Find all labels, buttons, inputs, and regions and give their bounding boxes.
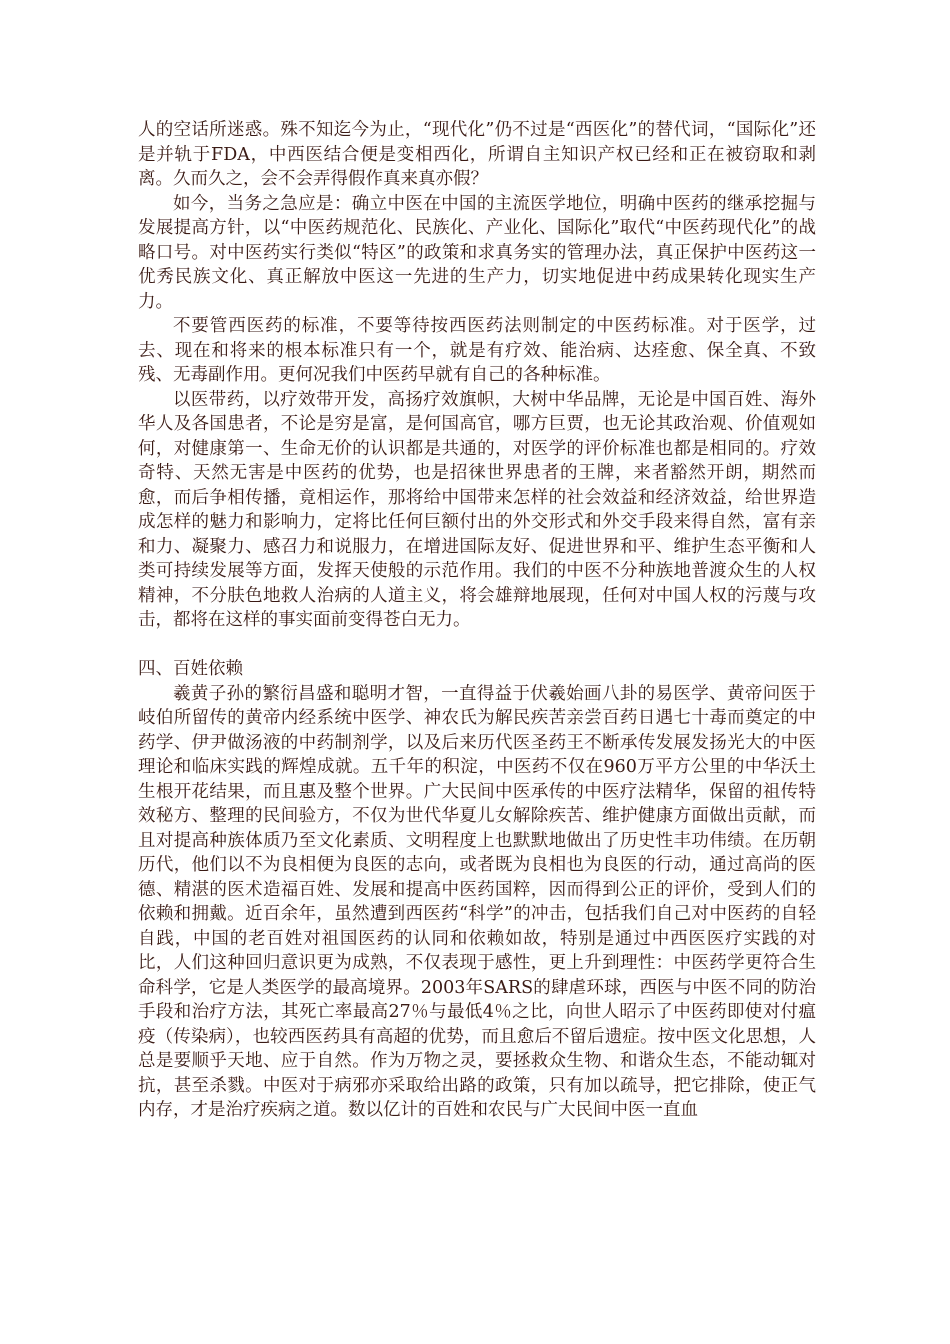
paragraph: 如今，当务之急应是：确立中医在中国的主流医学地位，明确中医药的继承挖掘与发展提高方针，以“中医药规范化、民族化、产业化、国际化”取代“中医药现代化”的战略口号。对中医药实行类似“特区”的政策和求真务实的管理办法，真正保护中医药这一优秀民族文化、真正解放中医这一先进的生产力，切实地促进中药成果转化现实生产力。 [138, 193, 816, 312]
paragraph-continued: 人的空话所迷惑。殊不知迄今为止，“现代化”仍不过是“西医化”的替代词，“国际化”还是并轨于FDA，中西医结合便是变相西化，所谓自主知识产权已经和正在被窃取和剥离。久而久之，会不会弄得假作真来真亦假？ [138, 120, 816, 189]
paragraph: 不要管西医药的标准，不要等待按西医药法则制定的中医药标准。对于医学，过去、现在和将来的根本标准只有一个，就是有疗效、能治病、达痊愈、保全真、不致残、无毒副作用。更何况我们中医药早就有自己的各种标准。 [138, 316, 816, 385]
document-body [138, 118, 816, 1123]
paragraph: 以医带药，以疗效带开发，高扬疗效旗帜，大树中华品牌，无论是中国百姓、海外华人及各国患者，不论是穷是富，是何国高官，哪方巨贾，也无论其政治观、价值观如何，对健康第一、生命无价的认识都是共通的，对医学的评价标准也都是相同的。疗效奇特、天然无害是中医药的优势，也是招徕世界患者的王牌，来者豁然开朗，期然而愈，而后争相传播，竟相运作，那将给中国带来怎样的社会效益和经济效益，给世界造成怎样的魅力和影响力，定将比任何巨额付出的外交形式和外交手段来得自然，富有亲和力、凝聚力、感召力和说服力，在增进国际友好、促进世界和平、维护生态平衡和人类可持续发展等方面，发挥天使般的示范作用。我们的中医不分种族地普渡众生的人权精神，不分肤色地救人治病的人道主义，将会雄辩地展现，任何对中国人权的污蔑与攻击，都将在这样的事实面前变得苍白无力。 [138, 389, 816, 630]
paragraph: 羲黄子孙的繁衍昌盛和聪明才智，一直得益于伏羲始画八卦的易医学、黄帝问医于岐伯所留传的黄帝内经系统中医学、神农氏为解民疾苦亲尝百药日遇七十毒而奠定的中药学、伊尹做汤液的中药制剂学，以及后来历代医圣药王不断承传发展发扬光大的中医理论和临床实践的辉煌成就。五千年的积淀，中医药不仅在960万平方公里的中华沃土生根开花结果，而且惠及整个世界。广大民间中医承传的中医疗法精华，保留的祖传特效秘方、整理的民间验方，不仅为世代华夏儿女解除疾苦、维护健康方面做出贡献，而且对提高种族体质乃至文化素质、文明程度上也默默地做出了历史性丰功伟绩。在历朝历代，他们以不为良相便为良医的志向，或者既为良相也为良医的行动，通过高尚的医德、精湛的医术造福百姓、发展和提高中医药国粹，因而得到公正的评价，受到人们的依赖和拥戴。近百余年，虽然遭到西医药“科学”的冲击，包括我们自己对中医药的自轻自践，中国的老百姓对祖国医药的认同和依赖如故，特别是通过中西医医疗实践的对比，人们这种回归意识更为成熟，不仅表现于感性，更上升到理性：中医药学更符合生命科学，它是人类医学的最高境界。2003年SARS的肆虐环球，西医与中医不同的防治手段和治疗方法，其死亡率最高27％与最低4％之比，向世人昭示了中医药即使对付瘟疫（传染病），也较西医药具有高超的优势，而且愈后不留后遗症。按中医文化思想，人总是要顺乎天地、应于自然。作为万物之灵，要拯救众生物、和谐众生态，不能动辄对抗，甚至杀戮。中医对于病邪亦采取给出路的政策，只有加以疏导，把它排除，使正气内存，才是治疗疾病之道。数以亿计的百姓和农民与广大民间中医一直血 [138, 683, 816, 1120]
section-heading: 四、百姓依赖 [138, 659, 243, 679]
